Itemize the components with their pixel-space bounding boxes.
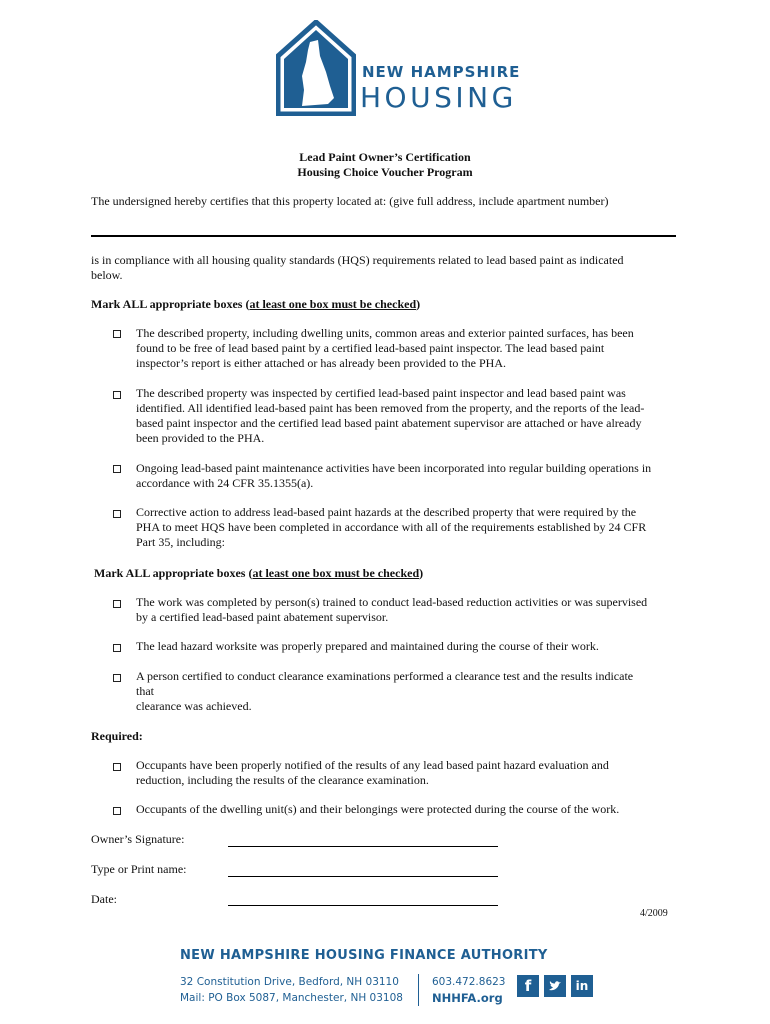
- item-occupants-notified: Occupants have been properly notified of the results of any lead based paint hazard evaluation and reduction, including the results of the clearance examination.: [136, 758, 609, 787]
- footer: [180, 948, 600, 1008]
- date-label: Date:: [91, 892, 117, 906]
- checkbox-occupants-notified[interactable]: [113, 763, 121, 771]
- footer-website[interactable]: NHHFA.org: [432, 991, 503, 1005]
- logo-text-new-hampshire: NEW HAMPSHIRE: [362, 63, 521, 81]
- compliance-text-line1: is in compliance with all housing quality standards (HQS) requirements related to lead based paint as indicated: [91, 253, 624, 267]
- checkbox-paint-removed[interactable]: [113, 391, 121, 399]
- checkbox-worksite-prepared[interactable]: [113, 644, 121, 652]
- checkbox-ongoing-maintenance[interactable]: [113, 465, 121, 473]
- footer-separator: [418, 974, 419, 1006]
- item-occupants-protected: Occupants of the dwelling unit(s) and their belongings were protected during the course of the work.: [136, 802, 620, 816]
- footer-mail-address: Mail: PO Box 5087, Manchester, NH 03108: [180, 992, 403, 1004]
- house-with-state-silhouette-icon: [276, 20, 356, 116]
- nh-housing-logo: [276, 20, 521, 120]
- footer-phone: 603.472.8623: [432, 976, 506, 988]
- compliance-text-line2: below.: [91, 268, 123, 282]
- checkbox-free-of-lead-paint[interactable]: [113, 330, 121, 338]
- checkbox-corrective-action[interactable]: [113, 510, 121, 518]
- item-free-of-lead-paint: The described property, including dwelling units, common areas and exterior painted surfaces, has been found to be free of lead based paint by a certified lead-based paint inspector. The lead based paint inspector’s report is either attached or has already been provided to the PHA.: [136, 326, 634, 370]
- checkbox-clearance-test[interactable]: [113, 674, 121, 682]
- checkbox-trained-persons[interactable]: [113, 600, 121, 608]
- item-paint-removed: The described property was inspected by certified lead-based paint inspector and lead based paint was identified. All identified lead-based paint has been removed from the property, and the reports of the lead- based paint inspector and the certified lead based paint abatement supervisor are attached or have already been provided to the PHA.: [136, 386, 645, 445]
- item-worksite-prepared: The lead hazard worksite was properly prepared and maintained during the course of their work.: [136, 639, 599, 653]
- revision-date: 4/2009: [640, 908, 668, 919]
- owner-signature-field[interactable]: [228, 846, 498, 847]
- footer-street-address: 32 Constitution Drive, Bedford, NH 03110: [180, 976, 399, 988]
- address-line: [91, 235, 676, 237]
- twitter-icon[interactable]: [544, 975, 566, 997]
- item-clearance-test: A person certified to conduct clearance examinations performed a clearance test and the results indicate that clearance was achieved.: [136, 669, 634, 713]
- document-subtitle: Housing Choice Voucher Program: [297, 165, 473, 179]
- owner-signature-label: Owner’s Signature:: [91, 832, 185, 846]
- linkedin-icon[interactable]: in: [571, 975, 593, 997]
- footer-org-name: NEW HAMPSHIRE HOUSING FINANCE AUTHORITY: [180, 948, 548, 963]
- item-corrective-action: Corrective action to address lead-based paint hazards at the described property that were required by the PHA to meet HQS have been completed in accordance with all of the requirements established by 24 CFR Part 35, including:: [136, 505, 647, 549]
- logo-text-housing: HOUSING: [360, 81, 517, 114]
- print-name-label: Type or Print name:: [91, 862, 187, 876]
- item-ongoing-maintenance: Ongoing lead-based paint maintenance activities have been incorporated into regular building operations in accordance with 24 CFR 35.1355(a).: [136, 461, 652, 490]
- checkbox-occupants-protected[interactable]: [113, 807, 121, 815]
- facebook-icon[interactable]: f: [517, 975, 539, 997]
- section1-heading: Mark ALL appropriate boxes (at least one box must be checked): [91, 297, 421, 311]
- date-field[interactable]: [228, 905, 498, 906]
- print-name-field[interactable]: [228, 876, 498, 877]
- document-title: Lead Paint Owner’s Certification: [299, 150, 471, 164]
- intro-text: The undersigned hereby certifies that this property located at: (give full address, include apartment number): [91, 194, 609, 208]
- required-heading: Required:: [91, 729, 143, 743]
- item-trained-persons: The work was completed by person(s) trained to conduct lead-based reduction activities or was supervised by a certified lead-based paint abatement supervisor.: [136, 595, 648, 624]
- section2-heading: Mark ALL appropriate boxes (at least one box must be checked): [94, 566, 424, 580]
